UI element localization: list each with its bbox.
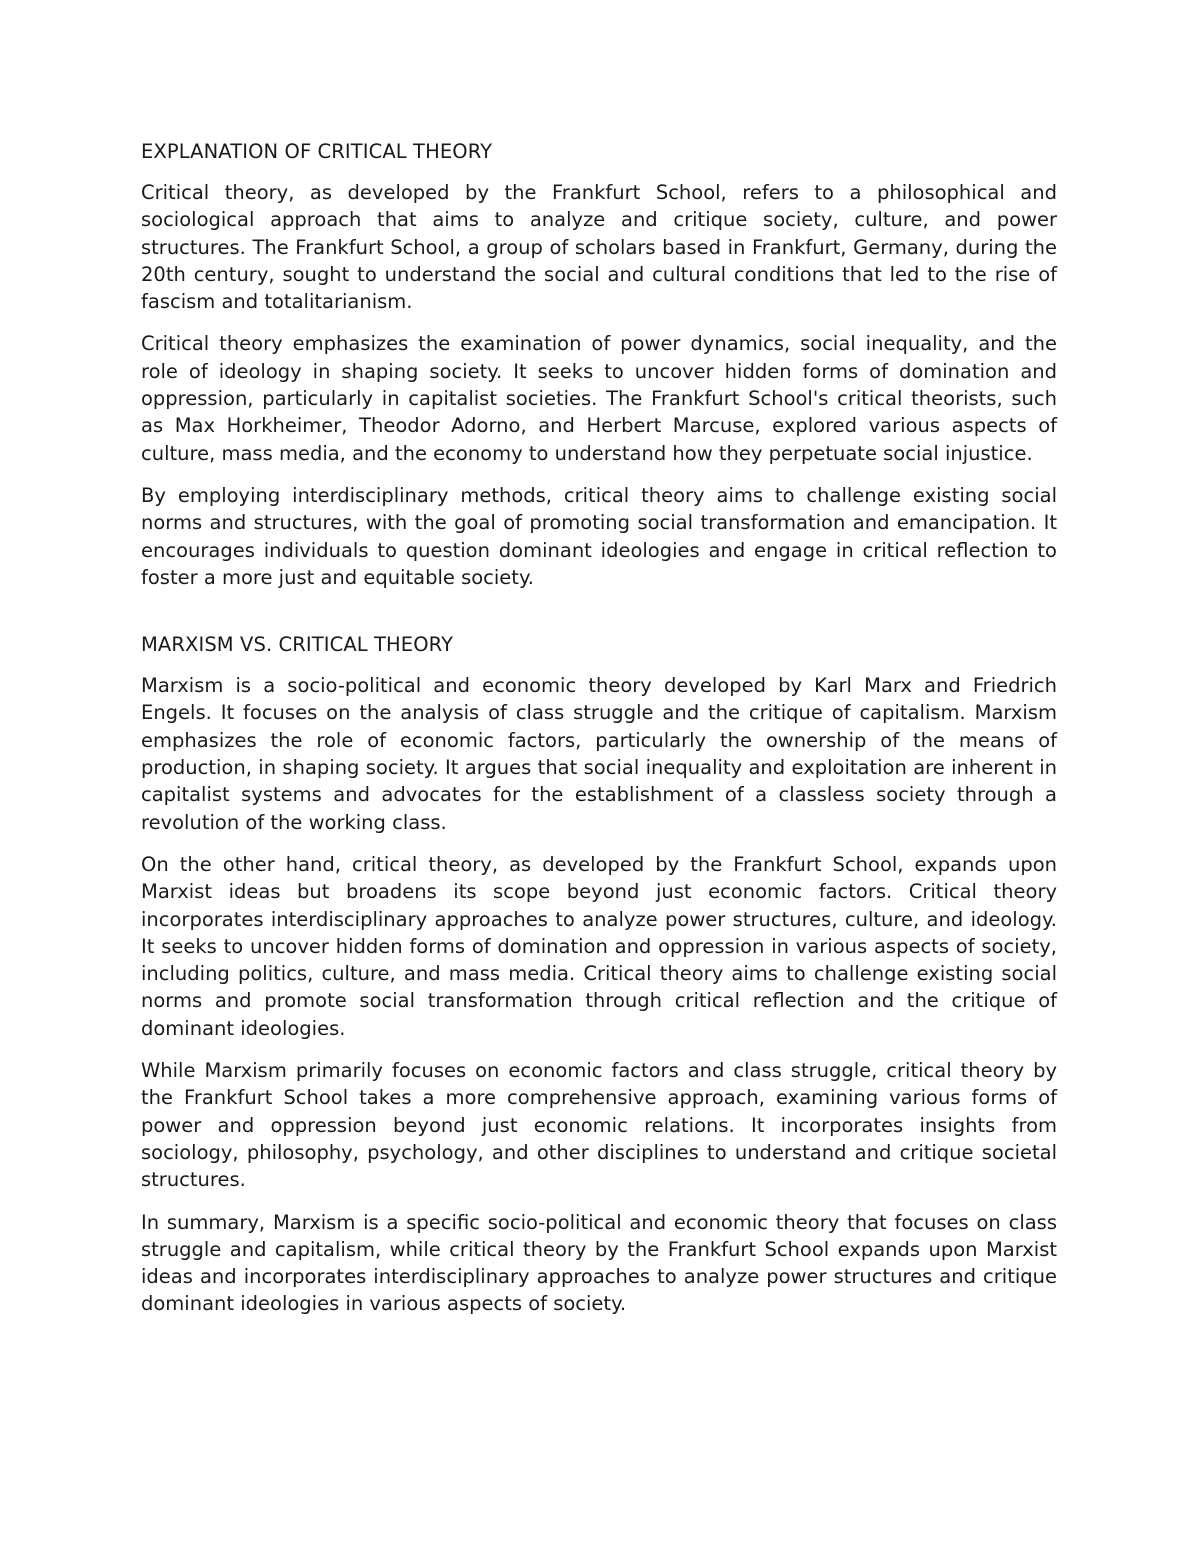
section-marxism-vs-critical-theory xyxy=(141,631,1057,1318)
paragraph: While Marxism primarily focuses on economic factors and class struggle, critical theory by the Frankfurt School takes a more comprehensive approach, examining various forms of power and oppression beyond just economic relations. It incorporates insights from sociology, philosophy, psychology, and other disciplines to understand and critique societal structures. xyxy=(141,1059,1057,1192)
paragraph: In summary, Marxism is a specific socio-political and economic theory that focuses on class struggle and capitalism, while critical theory by the Frankfurt School expands upon Marxist ideas and incorporates interdisciplinary approaches to analyze power structures and critique dominant ideologies in various aspects of society. xyxy=(141,1210,1057,1316)
paragraph: By employing interdisciplinary methods, critical theory aims to challenge existing social norms and structures, with the goal of promoting social transformation and emancipation. It encourages individuals to question dominant ideologies and engage in critical reflection to foster a more just and equitable society. xyxy=(141,483,1057,589)
section-heading: MARXISM VS. CRITICAL THEORY xyxy=(141,633,454,657)
section-explanation xyxy=(141,138,1057,591)
section-heading: EXPLANATION OF CRITICAL THEORY xyxy=(141,140,493,163)
paragraph: Marxism is a socio-political and economic theory developed by Karl Marx and Friedrich Engels. It focuses on the analysis of class struggle and the critique of capitalism. Marxism emphasizes the role of economic factors, particularly the ownership of the means of production, in shaping society. It argues that social inequality and exploitation are inherent in capitalist systems and advocates for the establishment of a classless society through a revolution of the working class. xyxy=(141,674,1057,834)
paragraph: On the other hand, critical theory, as developed by the Frankfurt School, expands upon Marxist ideas but broadens its scope beyond just economic factors. Critical theory incorporates interdisciplinary approaches to analyze power structures, culture, and ideology. It seeks to uncover hidden forms of domination and oppression in various aspects of society, including politics, culture, and mass media. Critical theory aims to challenge existing social norms and promote social transformation through critical reflection and the critique of dominant ideologies. xyxy=(141,852,1057,1040)
document-page xyxy=(141,138,1057,1333)
paragraph: Critical theory emphasizes the examination of power dynamics, social inequality, and the role of ideology in shaping society. It seeks to uncover hidden forms of domination and oppression, particularly in capitalist societies. The Frankfurt School's critical theorists, such as Max Horkheimer, Theodor Adorno, and Herbert Marcuse, explored various aspects of culture, mass media, and the economy to understand how they perpetuate social injustice. xyxy=(141,332,1057,465)
paragraph: Critical theory, as developed by the Frankfurt School, refers to a philosophical and sociological approach that aims to analyze and critique society, culture, and power structures. The Frankfurt School, a group of scholars based in Frankfurt, Germany, during the 20th century, sought to understand the social and cultural conditions that led to the rise of fascism and totalitarianism. xyxy=(141,181,1057,314)
